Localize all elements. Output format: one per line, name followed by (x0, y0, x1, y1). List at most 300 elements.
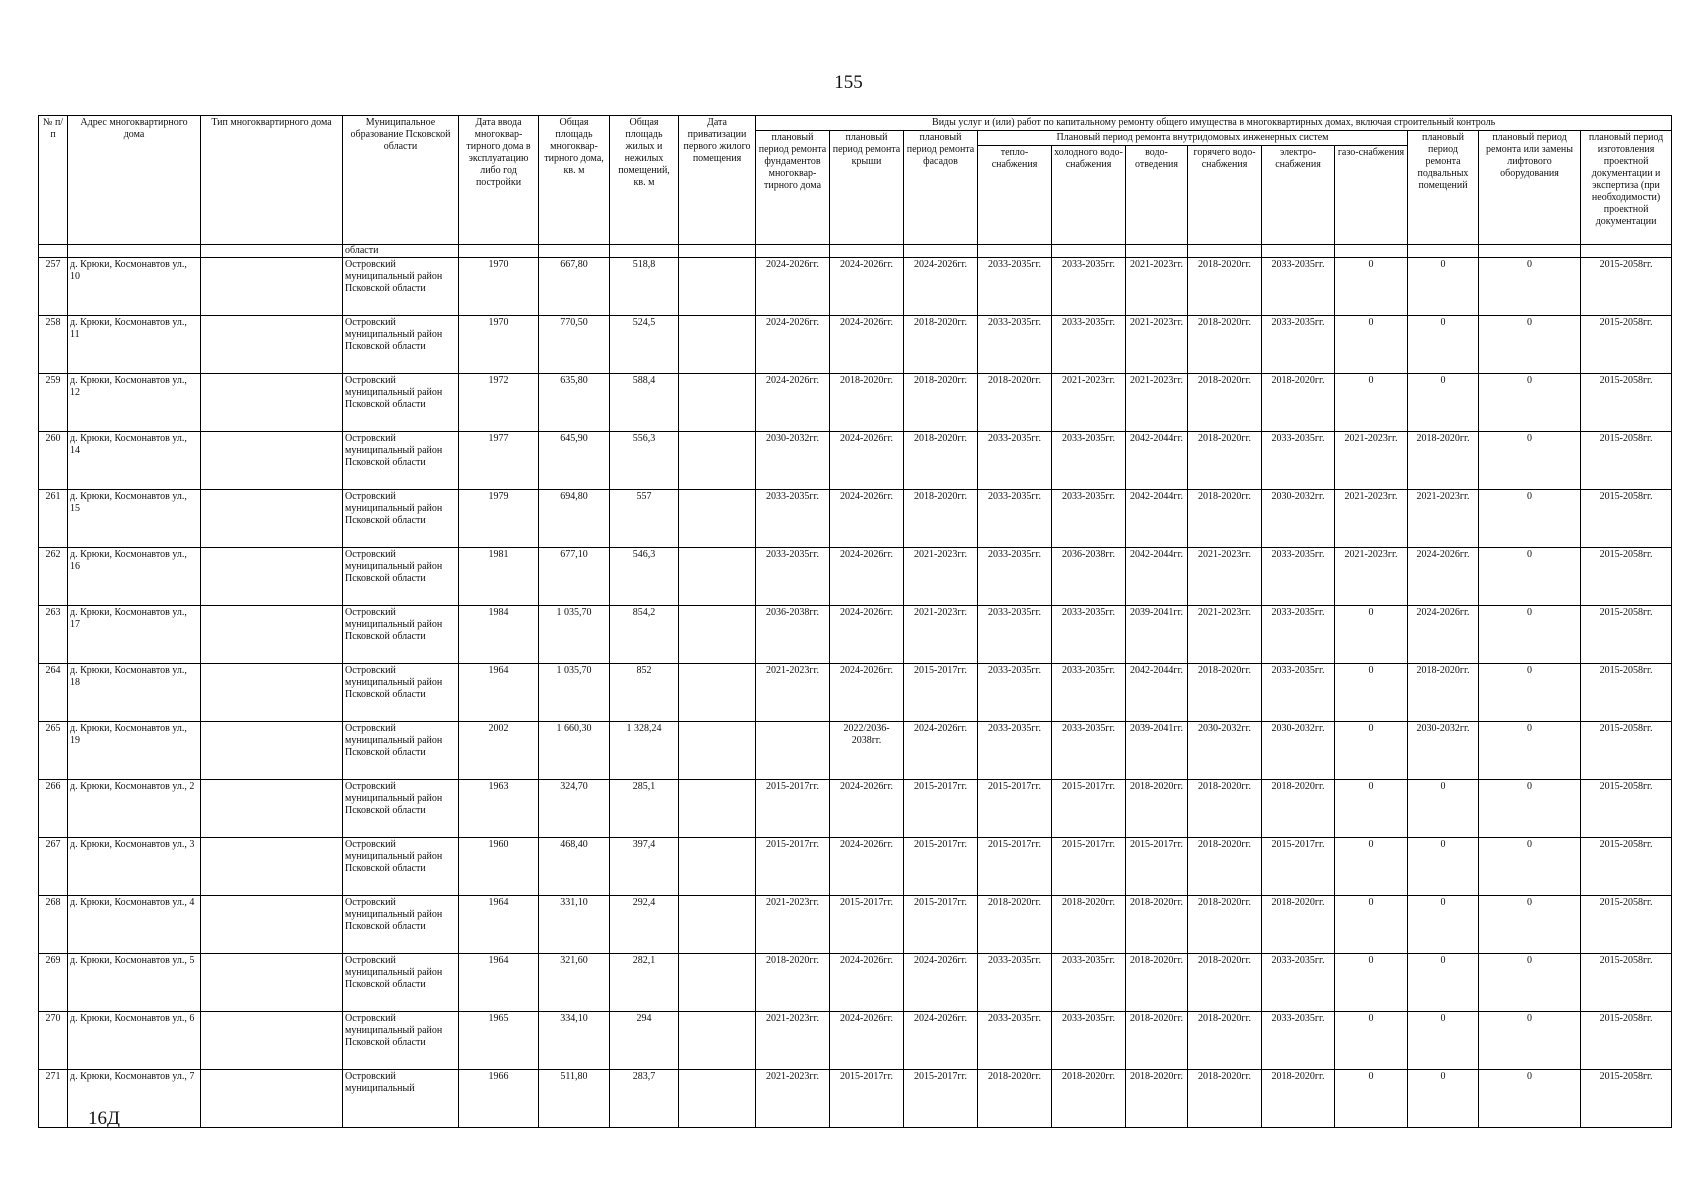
cell-foundation: 2024-2026гг. (756, 374, 830, 432)
cell-total-area: 694,80 (539, 490, 610, 548)
cell-gas: 0 (1335, 316, 1408, 374)
cell-design: 2015-2058гг. (1581, 432, 1672, 490)
cell-foundation: 2015-2017гг. (756, 838, 830, 896)
cell-privatization (679, 490, 756, 548)
cell-roof: 2015-2017гг. (830, 1070, 904, 1128)
cell-total-area: 770,50 (539, 316, 610, 374)
cell-facade: 2015-2017гг. (904, 838, 978, 896)
cell-roof: 2015-2017гг. (830, 896, 904, 954)
cell-cold-water: 2033-2035гг. (1052, 490, 1126, 548)
cell-basement: 2030-2032гг. (1408, 722, 1479, 780)
cell-basement: 0 (1408, 780, 1479, 838)
cell-privatization (679, 722, 756, 780)
cell-gas: 0 (1335, 838, 1408, 896)
cell-address: д. Крюки, Космонавтов ул., 2 (68, 780, 201, 838)
cell-municipality: Островский муниципальный район Псковской области (343, 896, 459, 954)
cell-roof: 2024-2026гг. (830, 606, 904, 664)
cell-type (201, 374, 343, 432)
cell-roof: 2024-2026гг. (830, 316, 904, 374)
header-heat: тепло-снабжения (978, 146, 1052, 245)
cell-gas: 0 (1335, 606, 1408, 664)
header-gas: газо-снабжения (1335, 146, 1408, 245)
cell-design: 2015-2058гг. (1581, 1012, 1672, 1070)
cell-cold-water: 2033-2035гг. (1052, 954, 1126, 1012)
cell-electric: 2033-2035гг. (1262, 258, 1335, 316)
cell-hot-water: 2021-2023гг. (1188, 606, 1262, 664)
cell-address: д. Крюки, Космонавтов ул., 3 (68, 838, 201, 896)
cell-roof: 2024-2026гг. (830, 258, 904, 316)
cell-heat: 2018-2020гг. (978, 1070, 1052, 1128)
cell-design: 2015-2058гг. (1581, 548, 1672, 606)
cell-elevator: 0 (1479, 722, 1581, 780)
header-hot-water: горячего водо-снабжения (1188, 146, 1262, 245)
cell-sewerage: 2018-2020гг. (1126, 896, 1188, 954)
cell-heat: 2033-2035гг. (978, 258, 1052, 316)
cell-roof: 2024-2026гг. (830, 490, 904, 548)
cell-hot-water: 2018-2020гг. (1188, 432, 1262, 490)
cell-type (201, 896, 343, 954)
cell-num: 260 (39, 432, 68, 490)
cell-facade: 2024-2026гг. (904, 1012, 978, 1070)
cell-gas: 0 (1335, 1070, 1408, 1128)
cell-living-area: 283,7 (610, 1070, 679, 1128)
table-row (39, 316, 1672, 374)
cell-municipality: Островский муниципальный район Псковской области (343, 548, 459, 606)
cell-municipality: Островский муниципальный район Псковской области (343, 490, 459, 548)
cell-facade: 2024-2026гг. (904, 954, 978, 1012)
cell-address: д. Крюки, Космонавтов ул., 10 (68, 258, 201, 316)
continuation-text: области (343, 245, 459, 258)
table-row (39, 838, 1672, 896)
cell-roof: 2024-2026гг. (830, 664, 904, 722)
cell-facade: 2018-2020гг. (904, 374, 978, 432)
cell-design: 2015-2058гг. (1581, 316, 1672, 374)
cell-municipality: Островский муниципальный район Псковской области (343, 722, 459, 780)
cell-year: 1966 (459, 1070, 539, 1128)
cell-year: 1964 (459, 896, 539, 954)
cell-electric: 2033-2035гг. (1262, 432, 1335, 490)
cell-address: д. Крюки, Космонавтов ул., 5 (68, 954, 201, 1012)
cell-num: 271 (39, 1070, 68, 1128)
cell-address: д. Крюки, Космонавтов ул., 17 (68, 606, 201, 664)
cell-sewerage: 2021-2023гг. (1126, 374, 1188, 432)
cell-hot-water: 2030-2032гг. (1188, 722, 1262, 780)
cell-living-area: 292,4 (610, 896, 679, 954)
cell-basement: 2024-2026гг. (1408, 548, 1479, 606)
cell-total-area: 667,80 (539, 258, 610, 316)
cell-foundation: 2021-2023гг. (756, 664, 830, 722)
cell-num: 268 (39, 896, 68, 954)
cell-design: 2015-2058гг. (1581, 258, 1672, 316)
cell-foundation: 2033-2035гг. (756, 490, 830, 548)
cell-design: 2015-2058гг. (1581, 1070, 1672, 1128)
cell-living-area: 285,1 (610, 780, 679, 838)
cell-electric: 2030-2032гг. (1262, 722, 1335, 780)
table-row (39, 374, 1672, 432)
cell-year: 2002 (459, 722, 539, 780)
cell-address: д. Крюки, Космонавтов ул., 11 (68, 316, 201, 374)
cell-roof: 2018-2020гг. (830, 374, 904, 432)
cell-foundation: 2030-2032гг. (756, 432, 830, 490)
table-row (39, 780, 1672, 838)
cell-basement: 0 (1408, 896, 1479, 954)
table-row (39, 258, 1672, 316)
cell-cold-water: 2015-2017гг. (1052, 780, 1126, 838)
cell-hot-water: 2018-2020гг. (1188, 838, 1262, 896)
cell-type (201, 316, 343, 374)
cell-sewerage: 2021-2023гг. (1126, 316, 1188, 374)
cell-living-area: 588,4 (610, 374, 679, 432)
cell-electric: 2018-2020гг. (1262, 374, 1335, 432)
cell-hot-water: 2018-2020гг. (1188, 780, 1262, 838)
cell-heat: 2033-2035гг. (978, 606, 1052, 664)
cell-elevator: 0 (1479, 316, 1581, 374)
cell-elevator: 0 (1479, 954, 1581, 1012)
header-foundation: плановый период ремонта фундаментов многоквар-тирного дома (756, 131, 830, 245)
cell-electric: 2033-2035гг. (1262, 606, 1335, 664)
header-living-area: Общая площадь жилых и нежилых помещений, кв. м (610, 116, 679, 245)
cell-total-area: 1 035,70 (539, 606, 610, 664)
cell-electric: 2015-2017гг. (1262, 838, 1335, 896)
cell-design: 2015-2058гг. (1581, 954, 1672, 1012)
header-design: плановый период изготовления проектной документации и экспертиза (при необходимости) проектной документации (1581, 131, 1672, 245)
cell-design: 2015-2058гг. (1581, 722, 1672, 780)
header-basement: плановый период ремонта подвальных помещений (1408, 131, 1479, 245)
cell-num: 265 (39, 722, 68, 780)
cell-living-area: 518,8 (610, 258, 679, 316)
cell-municipality: Островский муниципальный район Псковской области (343, 606, 459, 664)
cell-gas: 0 (1335, 1012, 1408, 1070)
cell-heat: 2015-2017гг. (978, 780, 1052, 838)
cell-facade: 2021-2023гг. (904, 606, 978, 664)
cell-roof: 2024-2026гг. (830, 432, 904, 490)
cell-type (201, 1070, 343, 1128)
cell-year: 1964 (459, 954, 539, 1012)
cell-year: 1981 (459, 548, 539, 606)
table-row (39, 722, 1672, 780)
table-row (39, 954, 1672, 1012)
cell-facade: 2015-2017гг. (904, 780, 978, 838)
cell-facade: 2018-2020гг. (904, 316, 978, 374)
cell-privatization (679, 954, 756, 1012)
cell-hot-water: 2018-2020гг. (1188, 258, 1262, 316)
header-num: № п/п (39, 116, 68, 245)
cell-hot-water: 2021-2023гг. (1188, 548, 1262, 606)
cell-gas: 0 (1335, 780, 1408, 838)
cell-living-area: 294 (610, 1012, 679, 1070)
cell-cold-water: 2033-2035гг. (1052, 258, 1126, 316)
cell-electric: 2033-2035гг. (1262, 548, 1335, 606)
cell-heat: 2033-2035гг. (978, 954, 1052, 1012)
cell-cold-water: 2018-2020гг. (1052, 1070, 1126, 1128)
cell-municipality: Островский муниципальный район Псковской области (343, 780, 459, 838)
cell-year: 1977 (459, 432, 539, 490)
cell-privatization (679, 780, 756, 838)
table-row (39, 1012, 1672, 1070)
cell-cold-water: 2033-2035гг. (1052, 1012, 1126, 1070)
cell-elevator: 0 (1479, 432, 1581, 490)
cell-num: 257 (39, 258, 68, 316)
cell-year: 1965 (459, 1012, 539, 1070)
cell-year: 1984 (459, 606, 539, 664)
cell-privatization (679, 258, 756, 316)
cell-heat: 2018-2020гг. (978, 374, 1052, 432)
cell-privatization (679, 838, 756, 896)
cell-total-area: 635,80 (539, 374, 610, 432)
cell-privatization (679, 316, 756, 374)
cell-sewerage: 2042-2044гг. (1126, 664, 1188, 722)
table-row (39, 664, 1672, 722)
cell-roof: 2024-2026гг. (830, 838, 904, 896)
cell-electric: 2018-2020гг. (1262, 1070, 1335, 1128)
cell-roof: 2024-2026гг. (830, 1012, 904, 1070)
cell-gas: 0 (1335, 374, 1408, 432)
table-body (39, 245, 1672, 1128)
cell-facade: 2015-2017гг. (904, 896, 978, 954)
cell-num: 266 (39, 780, 68, 838)
cell-address: д. Крюки, Космонавтов ул., 6 (68, 1012, 201, 1070)
table-row (39, 432, 1672, 490)
cell-hot-water: 2018-2020гг. (1188, 896, 1262, 954)
cell-total-area: 324,70 (539, 780, 610, 838)
cell-num: 269 (39, 954, 68, 1012)
cell-basement: 0 (1408, 954, 1479, 1012)
cell-heat: 2033-2035гг. (978, 548, 1052, 606)
cell-municipality: Островский муниципальный район Псковской области (343, 838, 459, 896)
cell-living-area: 557 (610, 490, 679, 548)
cell-total-area: 511,80 (539, 1070, 610, 1128)
cell-sewerage: 2018-2020гг. (1126, 780, 1188, 838)
cell-basement: 0 (1408, 316, 1479, 374)
cell-basement: 2024-2026гг. (1408, 606, 1479, 664)
cell-type (201, 1012, 343, 1070)
cell-cold-water: 2036-2038гг. (1052, 548, 1126, 606)
cell-type (201, 432, 343, 490)
cell-total-area: 645,90 (539, 432, 610, 490)
cell-foundation: 2021-2023гг. (756, 1012, 830, 1070)
header-municipality: Муниципальное образование Псковской области (343, 116, 459, 245)
cell-sewerage: 2018-2020гг. (1126, 954, 1188, 1012)
cell-municipality: Островский муниципальный район Псковской области (343, 316, 459, 374)
cell-facade: 2015-2017гг. (904, 664, 978, 722)
cell-cold-water: 2033-2035гг. (1052, 606, 1126, 664)
cell-type (201, 838, 343, 896)
cell-year: 1972 (459, 374, 539, 432)
cell-electric: 2033-2035гг. (1262, 954, 1335, 1012)
cell-num: 263 (39, 606, 68, 664)
cell-municipality: Островский муниципальный район Псковской области (343, 374, 459, 432)
cell-living-area: 524,5 (610, 316, 679, 374)
cell-living-area: 556,3 (610, 432, 679, 490)
cell-foundation: 2024-2026гг. (756, 258, 830, 316)
cell-foundation: 2033-2035гг. (756, 548, 830, 606)
header-roof: плановый период ремонта крыши (830, 131, 904, 245)
cell-design: 2015-2058гг. (1581, 896, 1672, 954)
cell-year: 1970 (459, 316, 539, 374)
cell-elevator: 0 (1479, 838, 1581, 896)
cell-roof: 2024-2026гг. (830, 548, 904, 606)
cell-heat: 2033-2035гг. (978, 316, 1052, 374)
cell-gas: 0 (1335, 954, 1408, 1012)
cell-sewerage: 2042-2044гг. (1126, 432, 1188, 490)
cell-design: 2015-2058гг. (1581, 374, 1672, 432)
cell-heat: 2033-2035гг. (978, 664, 1052, 722)
cell-address: д. Крюки, Космонавтов ул., 18 (68, 664, 201, 722)
header-elevator: плановый период ремонта или замены лифтового оборудования (1479, 131, 1581, 245)
cell-year: 1963 (459, 780, 539, 838)
cell-hot-water: 2018-2020гг. (1188, 490, 1262, 548)
cell-elevator: 0 (1479, 896, 1581, 954)
cell-num: 270 (39, 1012, 68, 1070)
cell-address: д. Крюки, Космонавтов ул., 15 (68, 490, 201, 548)
footer-code: 16Д (88, 1108, 120, 1129)
cell-hot-water: 2018-2020гг. (1188, 1070, 1262, 1128)
cell-gas: 0 (1335, 258, 1408, 316)
cell-foundation: 2024-2026гг. (756, 316, 830, 374)
cell-basement: 0 (1408, 258, 1479, 316)
cell-basement: 0 (1408, 374, 1479, 432)
cell-cold-water: 2033-2035гг. (1052, 432, 1126, 490)
cell-type (201, 722, 343, 780)
cell-elevator: 0 (1479, 780, 1581, 838)
cell-gas: 0 (1335, 664, 1408, 722)
cell-design: 2015-2058гг. (1581, 490, 1672, 548)
cell-foundation: 2021-2023гг. (756, 896, 830, 954)
cell-municipality: Островский муниципальный район Псковской области (343, 954, 459, 1012)
cell-num: 258 (39, 316, 68, 374)
cell-type (201, 548, 343, 606)
cell-electric: 2018-2020гг. (1262, 896, 1335, 954)
header-address: Адрес многоквартирного дома (68, 116, 201, 245)
cell-type (201, 490, 343, 548)
cell-heat: 2018-2020гг. (978, 896, 1052, 954)
cell-roof: 2024-2026гг. (830, 780, 904, 838)
cell-electric: 2033-2035гг. (1262, 316, 1335, 374)
cell-heat: 2033-2035гг. (978, 490, 1052, 548)
header-commission-date: Дата ввода многоквар-тирного дома в эксплуатацию либо год постройки (459, 116, 539, 245)
cell-year: 1970 (459, 258, 539, 316)
cell-sewerage: 2018-2020гг. (1126, 1012, 1188, 1070)
cell-heat: 2033-2035гг. (978, 1012, 1052, 1070)
table-row (39, 606, 1672, 664)
cell-elevator: 0 (1479, 1012, 1581, 1070)
cell-facade: 2024-2026гг. (904, 722, 978, 780)
table-row (39, 548, 1672, 606)
cell-living-area: 1 328,24 (610, 722, 679, 780)
cell-address: д. Крюки, Космонавтов ул., 14 (68, 432, 201, 490)
cell-privatization (679, 1070, 756, 1128)
cell-num: 261 (39, 490, 68, 548)
cell-elevator: 0 (1479, 258, 1581, 316)
cell-elevator: 0 (1479, 548, 1581, 606)
cell-roof: 2024-2026гг. (830, 954, 904, 1012)
cell-design: 2015-2058гг. (1581, 838, 1672, 896)
page-number: 155 (834, 72, 863, 93)
cell-foundation: 2036-2038гг. (756, 606, 830, 664)
cell-living-area: 852 (610, 664, 679, 722)
cell-sewerage: 2042-2044гг. (1126, 548, 1188, 606)
cell-total-area: 1 660,30 (539, 722, 610, 780)
cell-cold-water: 2033-2035гг. (1052, 722, 1126, 780)
cell-hot-water: 2018-2020гг. (1188, 1012, 1262, 1070)
header-type: Тип многоквартирного дома (201, 116, 343, 245)
cell-privatization (679, 374, 756, 432)
header-works-group: Виды услуг и (или) работ по капитальному ремонту общего имущества в многоквартирных домах, включая строительный контроль (756, 116, 1672, 131)
cell-elevator: 0 (1479, 490, 1581, 548)
cell-roof: 2022/2036-2038гг. (830, 722, 904, 780)
cell-municipality: Островский муниципальный район Псковской области (343, 258, 459, 316)
cell-elevator: 0 (1479, 606, 1581, 664)
cell-total-area: 331,10 (539, 896, 610, 954)
cell-electric: 2030-2032гг. (1262, 490, 1335, 548)
cell-foundation: 2015-2017гг. (756, 780, 830, 838)
cell-municipality: Островский муниципальный (343, 1070, 459, 1128)
cell-heat: 2033-2035гг. (978, 432, 1052, 490)
cell-num: 259 (39, 374, 68, 432)
cell-hot-water: 2018-2020гг. (1188, 954, 1262, 1012)
cell-living-area: 397,4 (610, 838, 679, 896)
cell-total-area: 1 035,70 (539, 664, 610, 722)
cell-hot-water: 2018-2020гг. (1188, 316, 1262, 374)
cell-year: 1979 (459, 490, 539, 548)
cell-num: 267 (39, 838, 68, 896)
cell-facade: 2021-2023гг. (904, 548, 978, 606)
cell-basement: 2021-2023гг. (1408, 490, 1479, 548)
cell-address: д. Крюки, Космонавтов ул., 7 (68, 1070, 201, 1128)
cell-sewerage: 2042-2044гг. (1126, 490, 1188, 548)
cell-basement: 0 (1408, 838, 1479, 896)
cell-privatization (679, 606, 756, 664)
cell-basement: 2018-2020гг. (1408, 432, 1479, 490)
cell-foundation: 2018-2020гг. (756, 954, 830, 1012)
cell-facade: 2024-2026гг. (904, 258, 978, 316)
cell-cold-water: 2021-2023гг. (1052, 374, 1126, 432)
header-facade: плановый период ремонта фасадов (904, 131, 978, 245)
table-row (39, 490, 1672, 548)
cell-total-area: 677,10 (539, 548, 610, 606)
cell-gas: 2021-2023гг. (1335, 432, 1408, 490)
cell-type (201, 954, 343, 1012)
cell-electric: 2033-2035гг. (1262, 664, 1335, 722)
header-privatization-date: Дата приватизации первого жилого помещения (679, 116, 756, 245)
cell-gas: 2021-2023гг. (1335, 490, 1408, 548)
cell-num: 262 (39, 548, 68, 606)
cell-privatization (679, 896, 756, 954)
cell-cold-water: 2033-2035гг. (1052, 664, 1126, 722)
cell-municipality: Островский муниципальный район Псковской области (343, 1012, 459, 1070)
cell-electric: 2033-2035гг. (1262, 1012, 1335, 1070)
cell-facade: 2018-2020гг. (904, 490, 978, 548)
cell-sewerage: 2018-2020гг. (1126, 1070, 1188, 1128)
cell-hot-water: 2018-2020гг. (1188, 374, 1262, 432)
cell-type (201, 258, 343, 316)
header-systems-group: Плановый период ремонта внутридомовых инженерных систем (978, 131, 1408, 146)
cell-sewerage: 2039-2041гг. (1126, 722, 1188, 780)
continuation-row (39, 245, 1672, 258)
capital-repair-table (38, 115, 1672, 1128)
cell-elevator: 0 (1479, 664, 1581, 722)
cell-sewerage: 2039-2041гг. (1126, 606, 1188, 664)
cell-cold-water: 2018-2020гг. (1052, 896, 1126, 954)
cell-hot-water: 2018-2020гг. (1188, 664, 1262, 722)
cell-total-area: 334,10 (539, 1012, 610, 1070)
cell-heat: 2015-2017гг. (978, 838, 1052, 896)
cell-foundation: 2021-2023гг. (756, 1070, 830, 1128)
cell-basement: 2018-2020гг. (1408, 664, 1479, 722)
cell-design: 2015-2058гг. (1581, 780, 1672, 838)
cell-type (201, 664, 343, 722)
cell-total-area: 321,60 (539, 954, 610, 1012)
